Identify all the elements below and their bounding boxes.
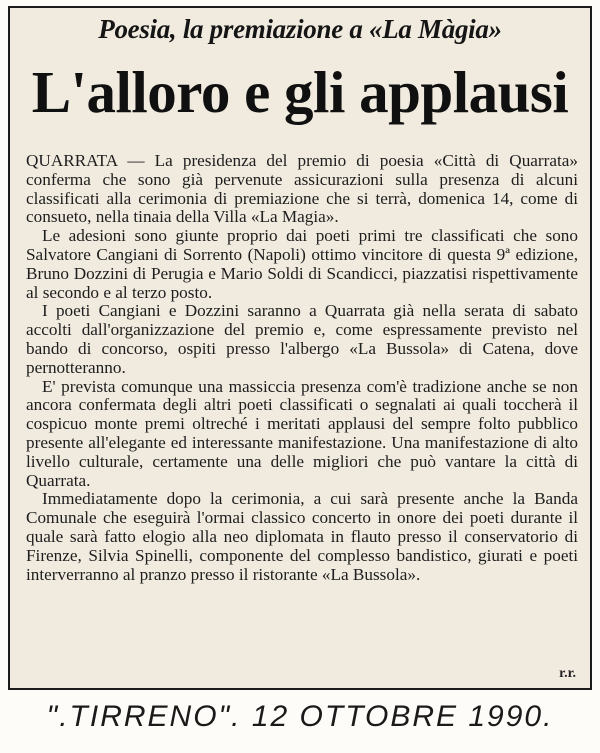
paragraph-2: Le adesioni sono giunte proprio dai poeti primi tre classificati che sono Salvatore Cangiani di Sorrento (Napoli) ottimo vincitore di questa 9ª edizione, Bruno Dozzini di Perugia e Mario Soldi di Scandicci, piazzatisi rispettivamente al secondo e al terzo posto.	[26, 226, 578, 302]
headline: L'alloro e gli applausi	[31, 59, 569, 125]
paragraph-4: E' prevista comunque una massiccia presenza com'è tradizione anche se non ancora confermata degli altri poeti classificati o segnalati ai quali toccherà il cospicuo monte premi oltreché i meritati applausi del sempre folto pubblico presente all'elegante ed interessante manifestazione. Una manifestazione di alto livello culturale, certamente una delle migliori che può vantare la città di Quarrata.	[26, 376, 578, 490]
paragraph-5: Immediatamente dopo la cerimonia, a cui sarà presente anche la Banda Comunale che eseguirà l'ormai classico concerto in onore dei poeti durante il quale sarà fatto elogio alla neo diplomata in flauto presso il conservatorio di Firenze, Silvia Spinelli, componente del complesso bandistico, giurati e poeti interverranno al pranzo presso il ristorante «La Bussola».	[26, 489, 578, 584]
paragraph-1-text: — La presidenza del premio di poesia «Città di Quarrata» conferma che sono già pervenute assicurazioni sulla presenza di alcuni classificati alla cerimonia di premiazione che si terrà, domenica 14, come di consueto, nella tinaia della Villa «La Magia».	[26, 151, 578, 227]
kicker: Poesia, la premiazione a «La Màgia»	[98, 14, 502, 44]
dateline: QUARRATA	[26, 151, 118, 170]
article-body	[26, 152, 578, 584]
newspaper-clipping	[8, 6, 592, 690]
signature: r.r.	[559, 666, 576, 681]
paragraph-3: I poeti Cangiani e Dozzini saranno a Quarrata già nella serata di sabato accolti dall'organizzazione del premio e, come espressamente previsto nel bando di concorso, ospiti presso l'albergo «La Bussola» di Catena, dove pernotteranno.	[26, 301, 578, 377]
paragraph-1	[26, 152, 578, 227]
handwritten-source-note: ".TIRRENO". 12 OTTOBRE 1990.	[46, 700, 554, 733]
